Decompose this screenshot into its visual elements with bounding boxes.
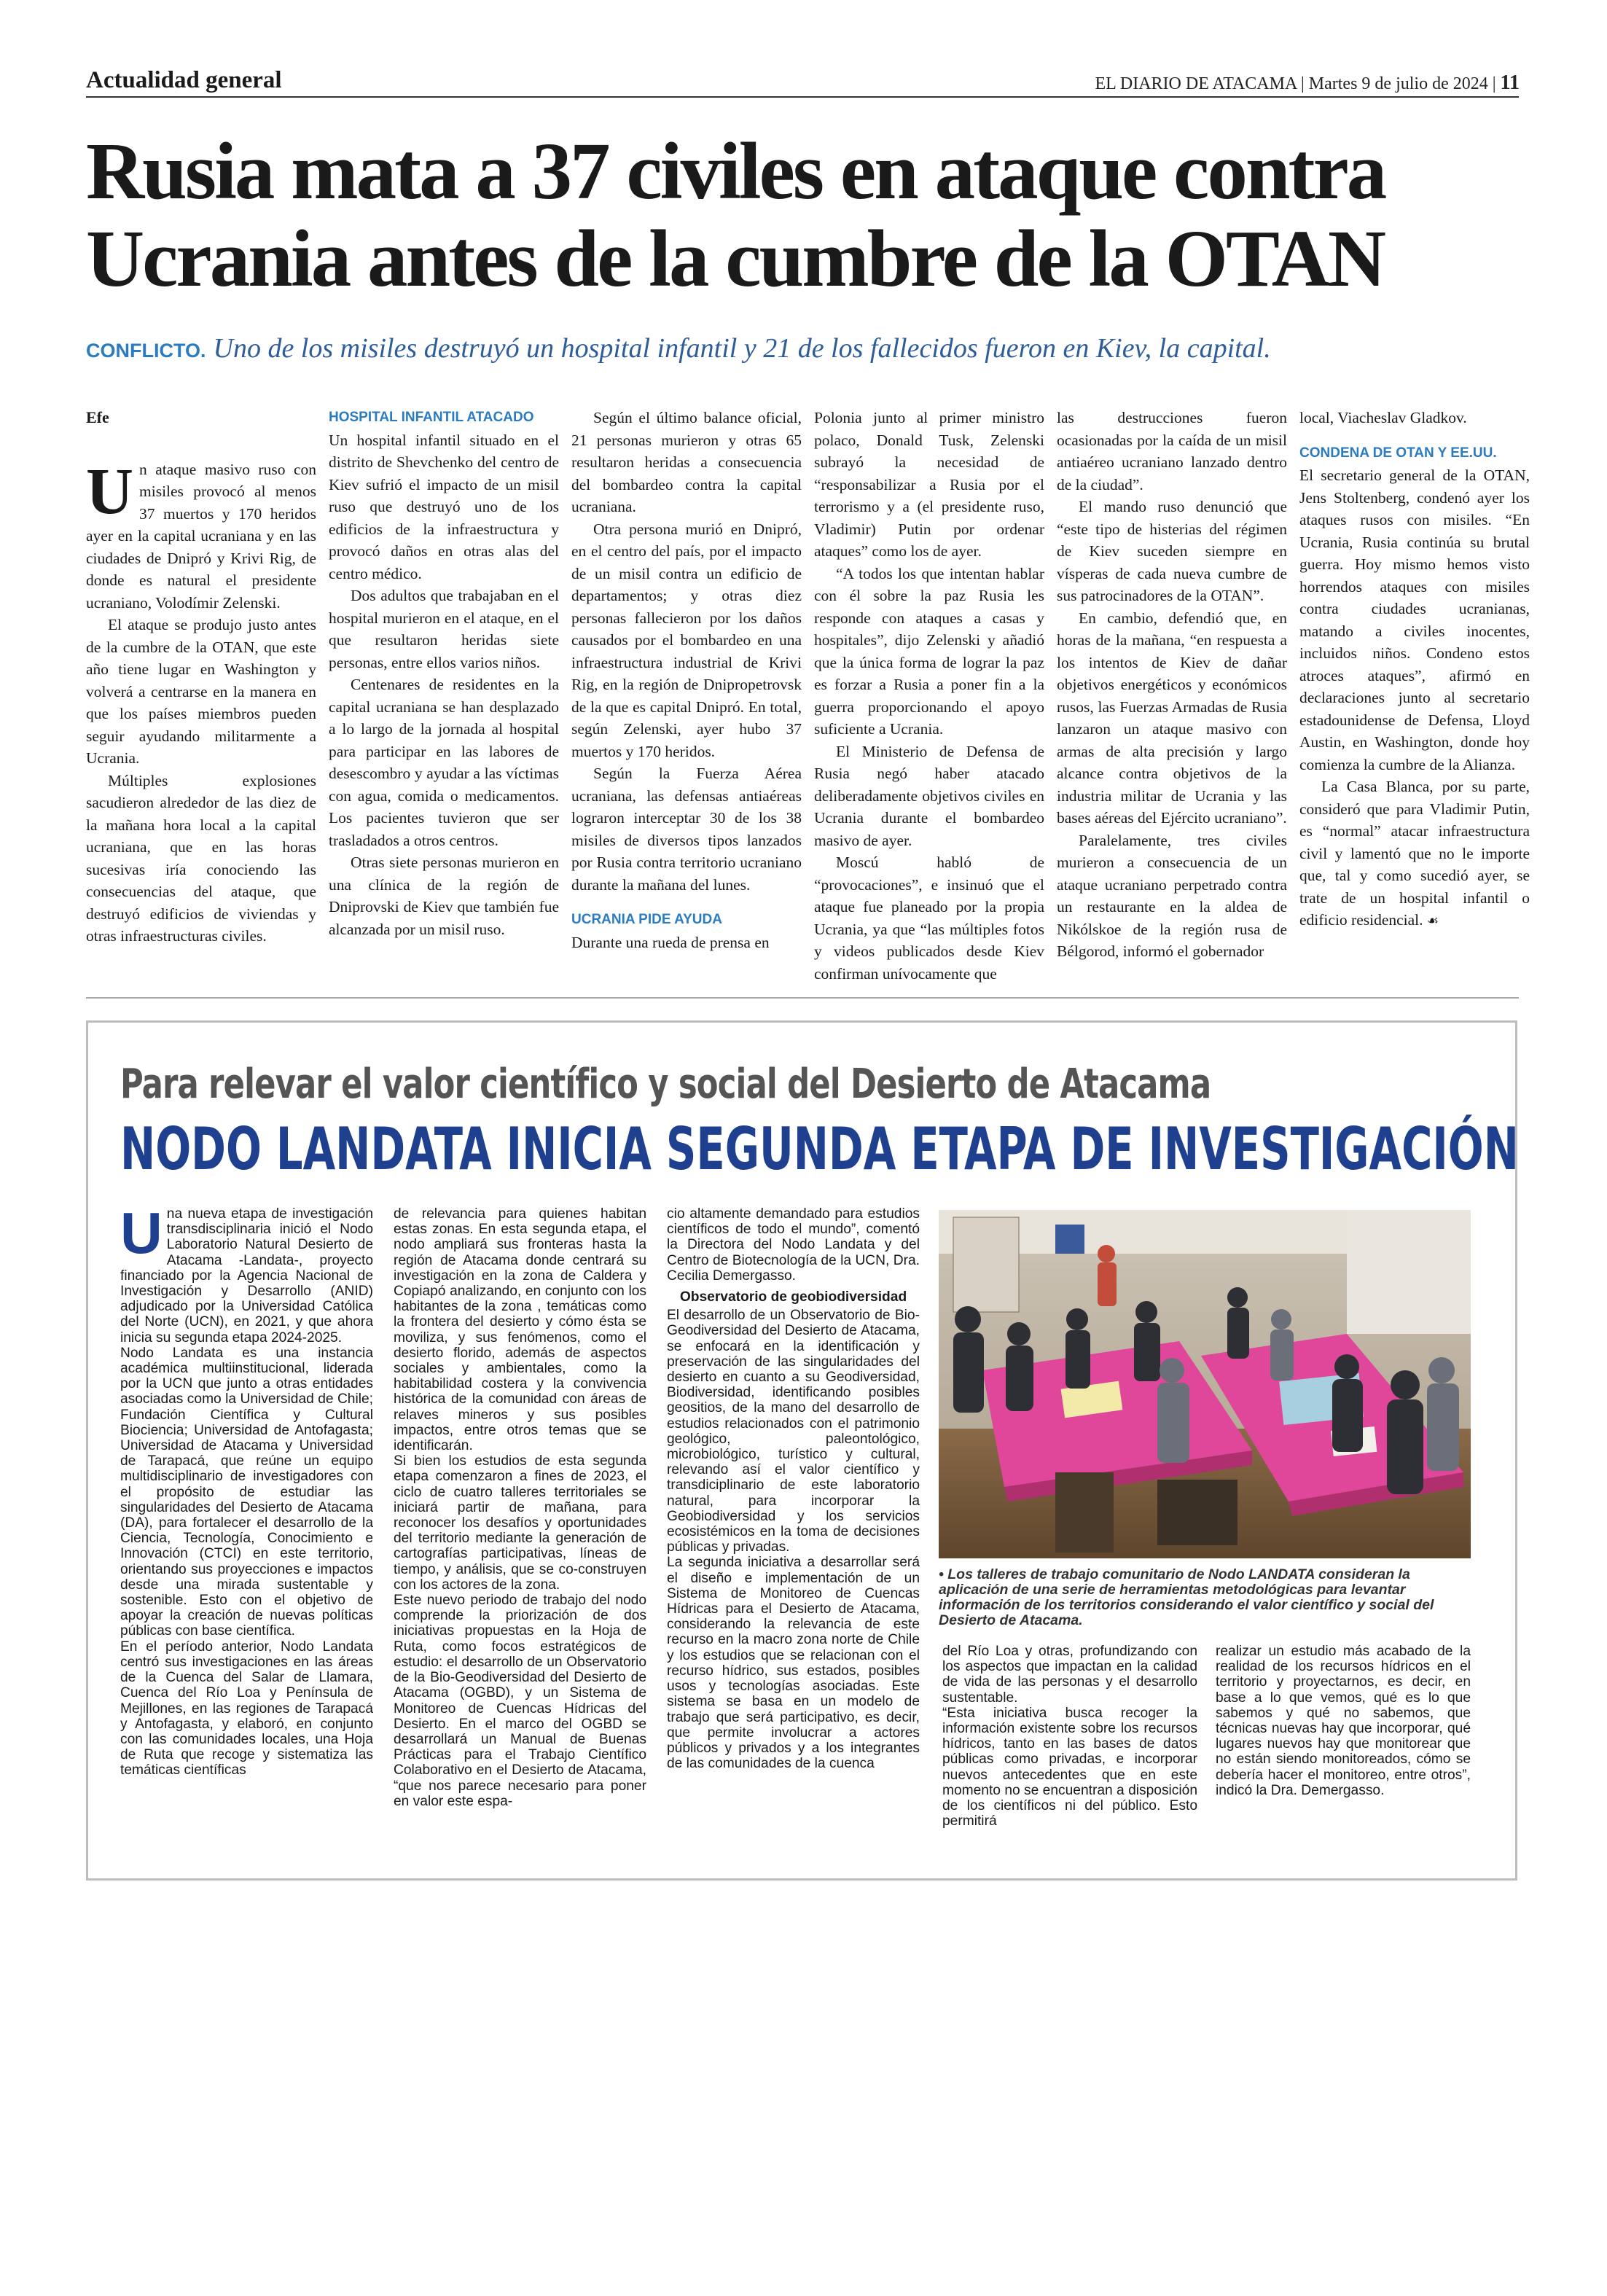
paragraph: las destrucciones fueron ocasionadas por la caída de un misil antiaéreo ucraniano lanzado dentro de la ciudad”.	[1057, 409, 1287, 493]
feature-column-2	[394, 1206, 646, 1809]
paragraph: Según la Fuerza Aérea ucraniana, las defensas antiaéreas lograron interceptar 30 de los 38 misiles de diversos tipos lanzados por Rusia contra territorio ucraniano durante la mañana del lunes.	[571, 765, 802, 894]
workshop-photo	[939, 1210, 1471, 1558]
header-rule	[86, 96, 1519, 98]
paragraph: Según el último balance oficial, 21 personas murieron y otras 65 resultaron heridas a consecuencia del bombardeo contra la capital ucraniana.	[571, 409, 802, 515]
paragraph: local, Viacheslav Gladkov.	[1299, 409, 1467, 426]
paragraph: Un hospital infantil situado en el distrito de Shevchenko del centro de Kiev sufrió el impacto de un misil ruso que destruyó uno de los edificios de la infraestructura y provocó daños en otras alas del centro médico.	[329, 431, 559, 582]
paragraph: “A todos los que intentan hablar con él sobre la paz Rusia les responde con ataques a casas y hospitales”, dijo Zelenski y añadió que la única forma de lograr la paz es forzar a Rusia a poner fin a la guerra proporcionando el apoyo suficiente a Ucrania.	[814, 564, 1044, 738]
paragraph	[1299, 776, 1530, 933]
paragraph: del Río Loa y otras, profundizando con los aspectos que impactan en la calidad de vida de las personas y el desarrollo sustentable.	[942, 1644, 1197, 1706]
paragraph: La segunda iniciativa a desarrollar será el diseño e implementación de un Sistema de Monitoreo de Cuencas Hídricas para el Desierto de Atacama, considerando la relevancia de este recurso en la macro zona norte de Chile y los estudios que se relacionan con el recurso hídrico, sus estados, posibles usos y tecnologías asociadas. Este sistema se basa en un modelo de trabajo que será participativo, es decir, que permite involucrar a actores públicos y privados y a los integrantes de las comunidades de la cuenca	[667, 1555, 920, 1772]
paragraph: Este nuevo periodo de trabajo del nodo comprende la priorización de dos iniciativas propuestas en la Hoja de Ruta, como focos estratégicos de estudio: el desarrollo de un Observatorio de la Bio-Geodiversidad del Desierto de Atacama (OGBD), y un Sistema de Monitoreo de Cuencas Hídricas del Desierto. En el marco del OGBD se desarrollará un Manual de Buenas Prácticas para el Trabajo Científico Colaborativo en el Desierto de Atacama, “que nos parece necesario para poner en valor este espa-	[394, 1593, 646, 1809]
paragraph-text: n ataque masivo ruso con misiles provocó al menos 37 muertos y 170 heridos ayer en la capital ucraniana y en las ciudades de Dnipró y Krivi Rig, de donde es natural el presidente ucraniano, Volodímir Zelenski.	[86, 460, 316, 612]
paragraph: En cambio, defendió que, en horas de la mañana, “en respuesta a los intentos de Kiev de dañar objetivos energéticos y económicos rusos, las Fuerzas Armadas de Rusia lanzaron un ataque masivo con armas de alta precisión y largo alcance contra objetivos de la industria militar de Ucrania y las bases aéreas del Ejército ucraniano”.	[1057, 609, 1287, 827]
article-column-4	[814, 407, 1044, 985]
headline-line-1: Rusia mata a 37 civiles en ataque contra	[86, 127, 1385, 216]
article-kicker	[86, 332, 1529, 364]
paragraph: Otras siete personas murieron en una clínica de la región de Dniprovski de Kiev que también fue alcanzada por un misil ruso.	[329, 854, 559, 938]
article-separator	[86, 997, 1519, 999]
article-column-5	[1057, 407, 1287, 963]
folio	[1095, 71, 1520, 95]
paragraph: Nodo Landata es una instancia académica multiinstitucional, liderada por la UCN que junto a otras entidades asociadas como la Universidad de Chile; Fundación Científica y Cultural Biociencia; Universidad de Antofagasta; Universidad de Atacama y Universidad de Tarapacá, que reúne un equipo multidisciplinario de investigadores con el propósito de estudiar las singularidades del Desierto de Atacama (DA), para fortalecer el desarrollo de la Ciencia, Tecnología, Conocimiento e Innovación (CTCI) en este territorio, orientando sus proyecciones e impactos desde una mirada sustentable y sostenible. Esto con el objetivo de apoyar la creación de nuevas políticas públicas con base científica.	[120, 1345, 373, 1639]
paragraph: Otra persona murió en Dnipró, en el centro del país, por el impacto de un misil contra un edificio de departamentos; y otras diez personas fallecieron por los daños causados por el bombardeo en una infraestructura industrial de Krivi Rig, en la región de Dnipropetrovsk de la que es capital Dnipró. En total, según Zelenski, ayer hubo 37 muertos y 170 heridos.	[571, 520, 802, 760]
article-column-3	[571, 407, 802, 953]
feature-column-5	[1216, 1644, 1471, 1798]
paragraph	[120, 1200, 373, 1346]
feature-column-1	[120, 1200, 373, 1778]
paragraph-text: na nueva etapa de investigación transdisciplinaria inició el Nodo Laboratorio Natural Desierto de Atacama -Landata-, proyecto financiado por la Agencia Nacional de Investigación y Desarrollo (ANID) adjudicado por la Universidad Católica del Norte (UCN), en 2021, y que ahora inicia su segunda etapa 2024-2025.	[120, 1206, 373, 1346]
folio-separator: |	[1300, 74, 1309, 93]
feature-column-4	[942, 1644, 1197, 1829]
paragraph: Dos adultos que trabajaban en el hospital murieron en el ataque, en el que resultaron heridas siete personas, entre ellos varios niños.	[329, 587, 559, 671]
paragraph: El desarrollo de un Observatorio de Bio-Geodiversidad del Desierto de Atacama, se enfocará en la identificación y preservación de las singularidades del desierto en cuanto a su Geodiversidad, Biodiversidad, identificando posibles geositios, de la mano del desarrollo de estudios relacionados con el patrimonio geológico, paleontológico, microbiológico, turístico y cultural, relevando así el valor científico y transdiciplinario de este laboratorio natural, para incorporar la Geobiodiversidad y los servicios ecosistémicos en la toma de decisiones públicas y privadas.	[667, 1308, 920, 1555]
paragraph: Polonia junto al primer ministro polaco, Donald Tusk, Zelenski subrayó la necesidad de “responsabilizar a Rusia por el terrorismo y a (el presidente ruso, Vladimir) Putin por ordenar ataques” como los de ayer.	[814, 409, 1044, 560]
kicker-tag: CONFLICTO.	[86, 340, 206, 362]
feature-subtitle: Para relevar el valor científico y social del Desierto de Atacama	[120, 1061, 1211, 1108]
photo-caption: • Los talleres de trabajo comunitario de Nodo LANDATA consideran la aplicación de una serie de herramientas metodológicas para levantar información de los territorios considerando el valor científico y social del Desierto de Atacama.	[939, 1567, 1471, 1628]
paragraph-text: La Casa Blanca, por su parte, consideró que para Vladimir Putin, es “normal” atacar infraestructura civil y lamentó que no le importe que, tal y como sucedió ayer, se trate de un hospital infantil o edificio residencial.	[1299, 778, 1530, 929]
folio-separator: |	[1492, 74, 1501, 93]
paragraph: El secretario general de la OTAN, Jens Stoltenberg, condenó ayer los ataques rusos con misiles. “En Ucrania, Rusia continúa su brutal guerra. Hoy mismo hemos visto horrendos ataques con misiles contra ciudades ucranianas, matando a civiles inocentes, incluidos niños. Condeno estos atroces ataques”, afirmó en declaraciones junto al secretario estadounidense de Defensa, Lloyd Austin, en Washington, donde hoy comienza la cumbre de la Alianza.	[1299, 466, 1530, 773]
feature-column-3	[667, 1206, 920, 1771]
article-column-1	[86, 407, 316, 948]
feature-title: NODO LANDATA INICIA SEGUNDA ETAPA DE INVESTIGACIÓN	[120, 1115, 1519, 1183]
subheading: HOSPITAL INFANTIL ATACADO	[329, 410, 534, 425]
end-mark-icon: ☙	[1426, 913, 1439, 929]
subheading: UCRANIA PIDE AYUDA	[571, 912, 722, 927]
paragraph: Durante una rueda de prensa en	[571, 933, 770, 951]
headline-line-2: Ucrania antes de la cumbre de la OTAN	[86, 214, 1385, 304]
paragraph: “Esta iniciativa busca recoger la información existente sobre los recursos hídricos, tanto en las bases de datos públicas como privadas, e incorporar nuevos antecedentes que en este momento no se encuentran a disposición de los científicos ni del público. Esto permitirá	[942, 1705, 1197, 1830]
paragraph: Moscú habló de “provocaciones”, e insinuó que el ataque fue planeado por la propia Ucrania, ya que “las múltiples fotos y videos publicados desde Kiev confirman unívocamente que	[814, 854, 1044, 983]
article-column-6	[1299, 407, 1530, 933]
subheading: CONDENA DE OTAN Y EE.UU.	[1299, 445, 1497, 461]
dropcap: U	[120, 1200, 163, 1265]
paragraph: realizar un estudio más acabado de la realidad de los recursos hídricos en el territorio y proyectarnos, es decir, en base a lo que vemos, qué es lo que sabemos y qué no sabemos, que técnicas nuevas hay que incorporar, qué lugares nuevos hay que monitorear que no están siendo monitoreados, cómo se debería hacer el monitoreo, entre otros”, indicó la Dra. Demergasso.	[1216, 1644, 1471, 1798]
section-label: Actualidad general	[86, 67, 282, 93]
issue-date: Martes 9 de julio de 2024	[1308, 74, 1488, 93]
article-column-2	[329, 407, 559, 940]
paragraph: El ataque se produjo justo antes de la cumbre de la OTAN, que este año tiene lugar en Washington y volverá a centrarse en la manera en que los países miembros pueden seguir ayudando militarmente a Ucrania.	[86, 616, 316, 767]
workshop-photo-illustration	[939, 1210, 1471, 1558]
paragraph: Si bien los estudios de esta segunda etapa comenzaron a fines de 2023, el ciclo de cuatro talleres territoriales se iniciará partir de mañana, para reconocer los desafíos y oportunidades del territorio mediante la generación de cartografías participativas, líneas de tiempo, y análisis, que se co-construyen con los actores de la zona.	[394, 1453, 646, 1593]
paragraph: Centenares de residentes en la capital ucraniana se han desplazado a lo largo de la jornada al hospital para participar en las labores de desescombro y ayudar a las víctimas con agua, comida o medicamentos. Los pacientes tuvieron que ser trasladados a otros centros.	[329, 676, 559, 849]
page-number: 11	[1500, 71, 1520, 94]
paragraph: El mando ruso denunció que “este tipo de histerias del régimen de Kiev suceden siempre en vísperas de cada nueva cumbre de sus patrocinadores de la OTAN”.	[1057, 498, 1287, 604]
paragraph: Paralelamente, tres civiles murieron a consecuencia de un ataque ucraniano perpetrado contra un restaurante en la aldea de Nikólskoe de la región rusa de Bélgorod, informó el gobernador	[1057, 831, 1287, 960]
paragraph: En el período anterior, Nodo Landata centró sus investigaciones en las áreas de la Cuenca del Salar de Llamara, Cuenca del Río Loa y Península de Mejillones, en las regiones de Tarapacá y Antofagasta, y elaboró, en conjunto con las comunidades locales, una Hoja de Ruta que recoge y sistematiza las temáticas científicas	[120, 1639, 373, 1778]
kicker-text: Uno de los misiles destruyó un hospital infantil y 21 de los fallecidos fueron en Kiev, la capital.	[213, 333, 1271, 364]
paragraph	[86, 455, 316, 614]
paragraph: cio altamente demandado para estudios científicos de todo el mundo”, comentó la Directora del Nodo Landata y del Centro de Biotecnología de la UCN, Dra. Cecilia Demergasso.	[667, 1206, 920, 1284]
dropcap: U	[86, 455, 133, 528]
newspaper-name: EL DIARIO DE ATACAMA	[1095, 74, 1297, 93]
paragraph: El Ministerio de Defensa de Rusia negó haber atacado deliberadamente objetivos civiles en Ucrania durante el bombardeo masivo de ayer.	[814, 742, 1044, 849]
feature-subheading: Observatorio de geobiodiversidad	[679, 1289, 907, 1305]
byline: Efe	[86, 408, 109, 426]
article-headline	[86, 128, 1529, 303]
paragraph: Múltiples explosiones sacudieron alrededor de las diez de la mañana hora local a la capital ucraniana, que en las horas sucesivas iría conociendo las consecuencias del ataque, que destruyó edificios de viviendas y otras infraestructuras civiles.	[86, 771, 316, 945]
paragraph: de relevancia para quienes habitan estas zonas. En esta segunda etapa, el nodo ampliará sus fronteras hasta la región de Atacama donde centrará su investigación en la zona de Caldera y Copiapó analizando, en conjunto con los habitantes de la zona , temáticas como la frontera del desierto y cómo ésta se moviliza, y sus fenómenos, como el desierto florido, además de aspectos sociales y ambientales, como la habitabilidad costera y la convivencia histórica de la comunidad con áreas de relaves mineros y sus posibles impactos, entre otros temas que se identificarán.	[394, 1206, 646, 1454]
